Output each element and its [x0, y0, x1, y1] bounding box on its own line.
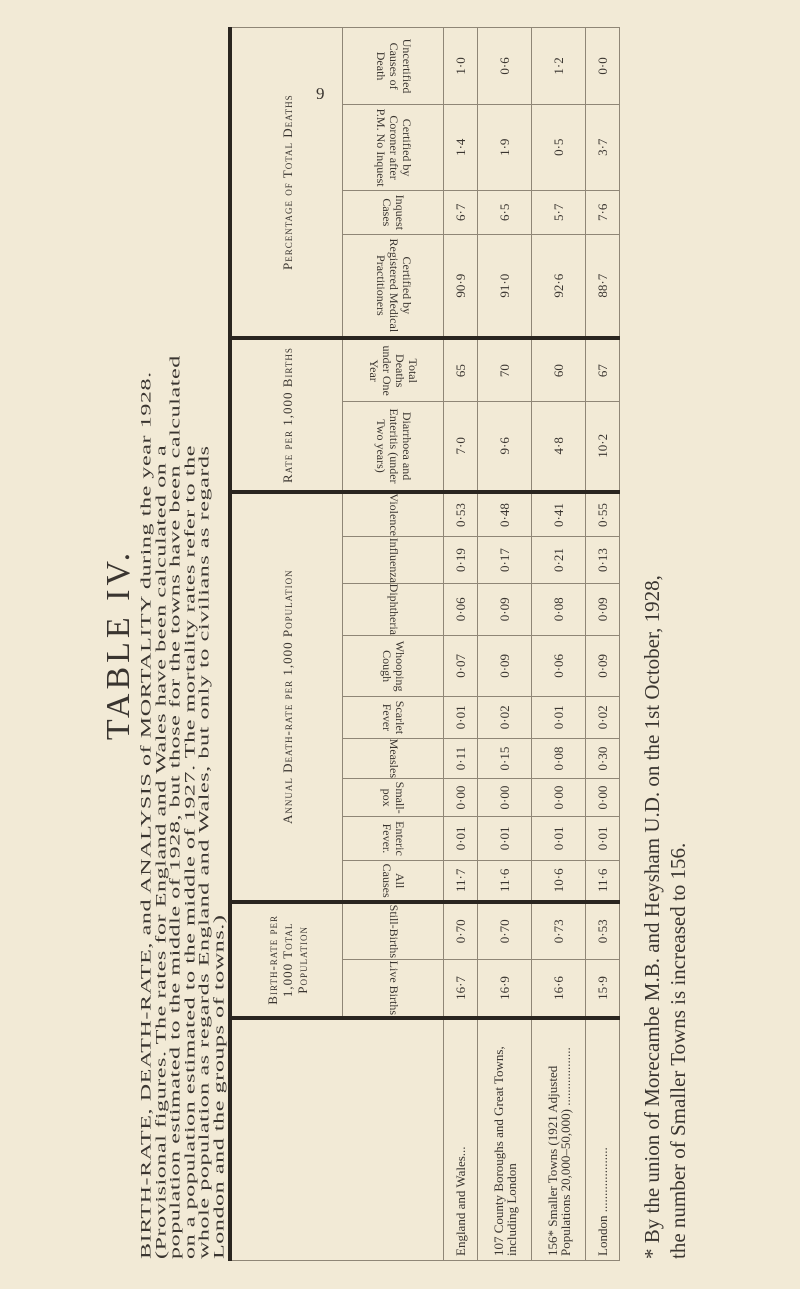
- column-header: [343, 492, 444, 537]
- table-row: [478, 28, 532, 1261]
- footnote-line: * By the union of Morecambe M.B. and Heysham U.D. on the 1st October, 1928,: [640, 575, 664, 1259]
- group-death-rate: Annual Death-rate per 1,000 Population: [230, 492, 343, 902]
- table-cell: 0·08: [532, 738, 586, 778]
- column-header-label: All Causes: [380, 863, 407, 898]
- heading-line: BIRTH-RATE, DEATH-RATE, and ANALYSIS of MORTALITY during the year 1928.: [138, 371, 154, 1259]
- table-cell: 9·6: [478, 401, 532, 491]
- row-label: London ....................: [586, 1018, 620, 1261]
- table-title: TABLE IV.: [100, 548, 137, 741]
- heading-line: on a population estimated to the middle of 1927. The mortality rates refer to the: [182, 445, 198, 1259]
- row-label: 107 County Boroughs and Great Towns, including London: [478, 1018, 532, 1261]
- table-cell: 3·7: [586, 104, 620, 190]
- heading-line: population estimated to the middle of 1928, but those for the towns have been calculated: [167, 355, 184, 1259]
- table-cell: 11·6: [478, 860, 532, 901]
- table-cell: 0·41: [532, 492, 586, 537]
- table-cell: 0·19: [444, 537, 478, 583]
- table-cell: 0·0: [586, 28, 620, 105]
- table-cell: 0·6: [478, 28, 532, 105]
- group-percentage-deaths: Percentage of Total Deaths: [230, 28, 343, 339]
- table-cell: 0·01: [532, 816, 586, 860]
- table-row: [586, 28, 620, 1261]
- table-row: [532, 28, 586, 1261]
- table-cell: 0·00: [444, 779, 478, 817]
- column-header: [343, 190, 444, 234]
- column-header: [343, 583, 444, 635]
- mortality-table: [228, 27, 620, 1261]
- table-cell: 5·7: [532, 190, 586, 234]
- column-header-label: Certified by Coroner after P.M. No Inquest: [373, 108, 414, 187]
- table-row: [444, 28, 478, 1261]
- table-cell: 6·7: [444, 190, 478, 234]
- column-header: [343, 28, 444, 105]
- column-header: [343, 696, 444, 738]
- column-header-label: Live Births: [386, 960, 401, 1016]
- table-cell: 0·02: [478, 696, 532, 738]
- column-header: [343, 816, 444, 860]
- column-header-label: Inquest Cases: [380, 194, 407, 230]
- column-header: [343, 860, 444, 901]
- group-birth-rate: Birth-rate per 1,000 Total Population: [230, 902, 343, 1018]
- row-label-header: [230, 1018, 444, 1261]
- table-cell: 0·09: [478, 583, 532, 635]
- table-cell: 0·09: [478, 636, 532, 697]
- table-cell: 1·0: [444, 28, 478, 105]
- table-cell: 0·09: [586, 636, 620, 697]
- table-cell: 0·15: [478, 738, 532, 778]
- table-cell: 0·09: [586, 583, 620, 635]
- column-header: [343, 960, 444, 1019]
- table-cell: 4·8: [532, 401, 586, 491]
- table-cell: 0·53: [444, 492, 478, 537]
- table-cell: 0·5: [532, 104, 586, 190]
- table-cell: 0·17: [478, 537, 532, 583]
- table-cell: 0·70: [478, 902, 532, 960]
- column-header-label: Still-Births: [386, 904, 401, 958]
- table-cell: 88·7: [586, 235, 620, 339]
- table-cell: 0·00: [478, 779, 532, 817]
- column-header-label: Enteric Fever.: [380, 821, 407, 856]
- row-label: 156* Smaller Towns (1921 Adjusted Populations 20,000–50,000) ..................: [532, 1018, 586, 1261]
- table-cell: 10·6: [532, 860, 586, 901]
- table-cell: 0·07: [444, 636, 478, 697]
- table-cell: 0·00: [532, 779, 586, 817]
- table-cell: 0·48: [478, 492, 532, 537]
- column-header: [343, 338, 444, 401]
- group-rate-per-births: Rate per 1,000 Births: [230, 338, 343, 491]
- table-cell: 7·0: [444, 401, 478, 491]
- table-cell: 0·55: [586, 492, 620, 537]
- column-header: [343, 401, 444, 491]
- column-header-label: Influenza: [386, 537, 401, 583]
- table-cell: 11·7: [444, 860, 478, 901]
- footnote-line: the number of Smaller Towns is increased to 156.: [666, 842, 690, 1259]
- table-cell: 7·6: [586, 190, 620, 234]
- column-header: [343, 235, 444, 339]
- column-header: [343, 636, 444, 697]
- table-cell: 65: [444, 338, 478, 401]
- table-cell: 1·4: [444, 104, 478, 190]
- table-cell: 0·21: [532, 537, 586, 583]
- table-cell: 0·30: [586, 738, 620, 778]
- column-header-label: Diarrhoea and Enteritis (under Two years): [373, 408, 414, 484]
- table-cell: 0·01: [532, 696, 586, 738]
- column-header: [343, 738, 444, 778]
- table-cell: 70: [478, 338, 532, 401]
- row-label: England and Wales...: [444, 1018, 478, 1261]
- table-cell: 6·5: [478, 190, 532, 234]
- table-cell: 0·11: [444, 738, 478, 778]
- table-cell: 90·9: [444, 235, 478, 339]
- column-header-label: Uncertified Causes of Death: [373, 38, 414, 94]
- table-cell: 0·53: [586, 902, 620, 960]
- table-cell: 67: [586, 338, 620, 401]
- table-cell: 1·9: [478, 104, 532, 190]
- table-cell: 0·70: [444, 902, 478, 960]
- table-cell: 16·9: [478, 960, 532, 1019]
- table-cell: 1·2: [532, 28, 586, 105]
- table-cell: 0·01: [444, 816, 478, 860]
- table-cell: 16·6: [532, 960, 586, 1019]
- column-header: [343, 104, 444, 190]
- column-header-label: Measles: [386, 738, 401, 779]
- heading-line: (Provisional figures. The rates for England and Wales have been calculated on a: [152, 444, 169, 1259]
- column-header-label: Diphtheria: [386, 583, 401, 635]
- table-cell: 0·08: [532, 583, 586, 635]
- table-cell: 0·01: [586, 816, 620, 860]
- table-cell: 60: [532, 338, 586, 401]
- column-header-label: Certified by Registered Medical Practitioners: [373, 238, 414, 333]
- table-cell: 0·02: [586, 696, 620, 738]
- column-header-label: Scarlet Fever: [380, 700, 407, 734]
- column-header: [343, 537, 444, 583]
- column-header-label: Whooping Cough: [380, 640, 407, 692]
- heading-line: London and the groups of towns.): [211, 914, 227, 1259]
- table-cell: 10·2: [586, 401, 620, 491]
- table-cell: 91·0: [478, 235, 532, 339]
- column-header: [343, 902, 444, 960]
- table-cell: 15·9: [586, 960, 620, 1019]
- table-cell: 0·06: [532, 636, 586, 697]
- column-header: [343, 779, 444, 817]
- heading-line: whole population as regards England and Wales, but only to civilians as regards: [196, 445, 213, 1259]
- table-cell: 0·06: [444, 583, 478, 635]
- table-cell: 0·00: [586, 779, 620, 817]
- table-cell: 92·6: [532, 235, 586, 339]
- table-cell: 0·73: [532, 902, 586, 960]
- column-header-label: Violence: [386, 493, 401, 537]
- column-header-label: Total Deaths under One Year: [367, 345, 420, 396]
- column-header-label: Small-pox: [380, 781, 407, 814]
- table-cell: 11·6: [586, 860, 620, 901]
- table-cell: 0·13: [586, 537, 620, 583]
- table-cell: 0·01: [478, 816, 532, 860]
- table-cell: 0·01: [444, 696, 478, 738]
- table-cell: 16·7: [444, 960, 478, 1019]
- page-number: 9: [316, 84, 325, 103]
